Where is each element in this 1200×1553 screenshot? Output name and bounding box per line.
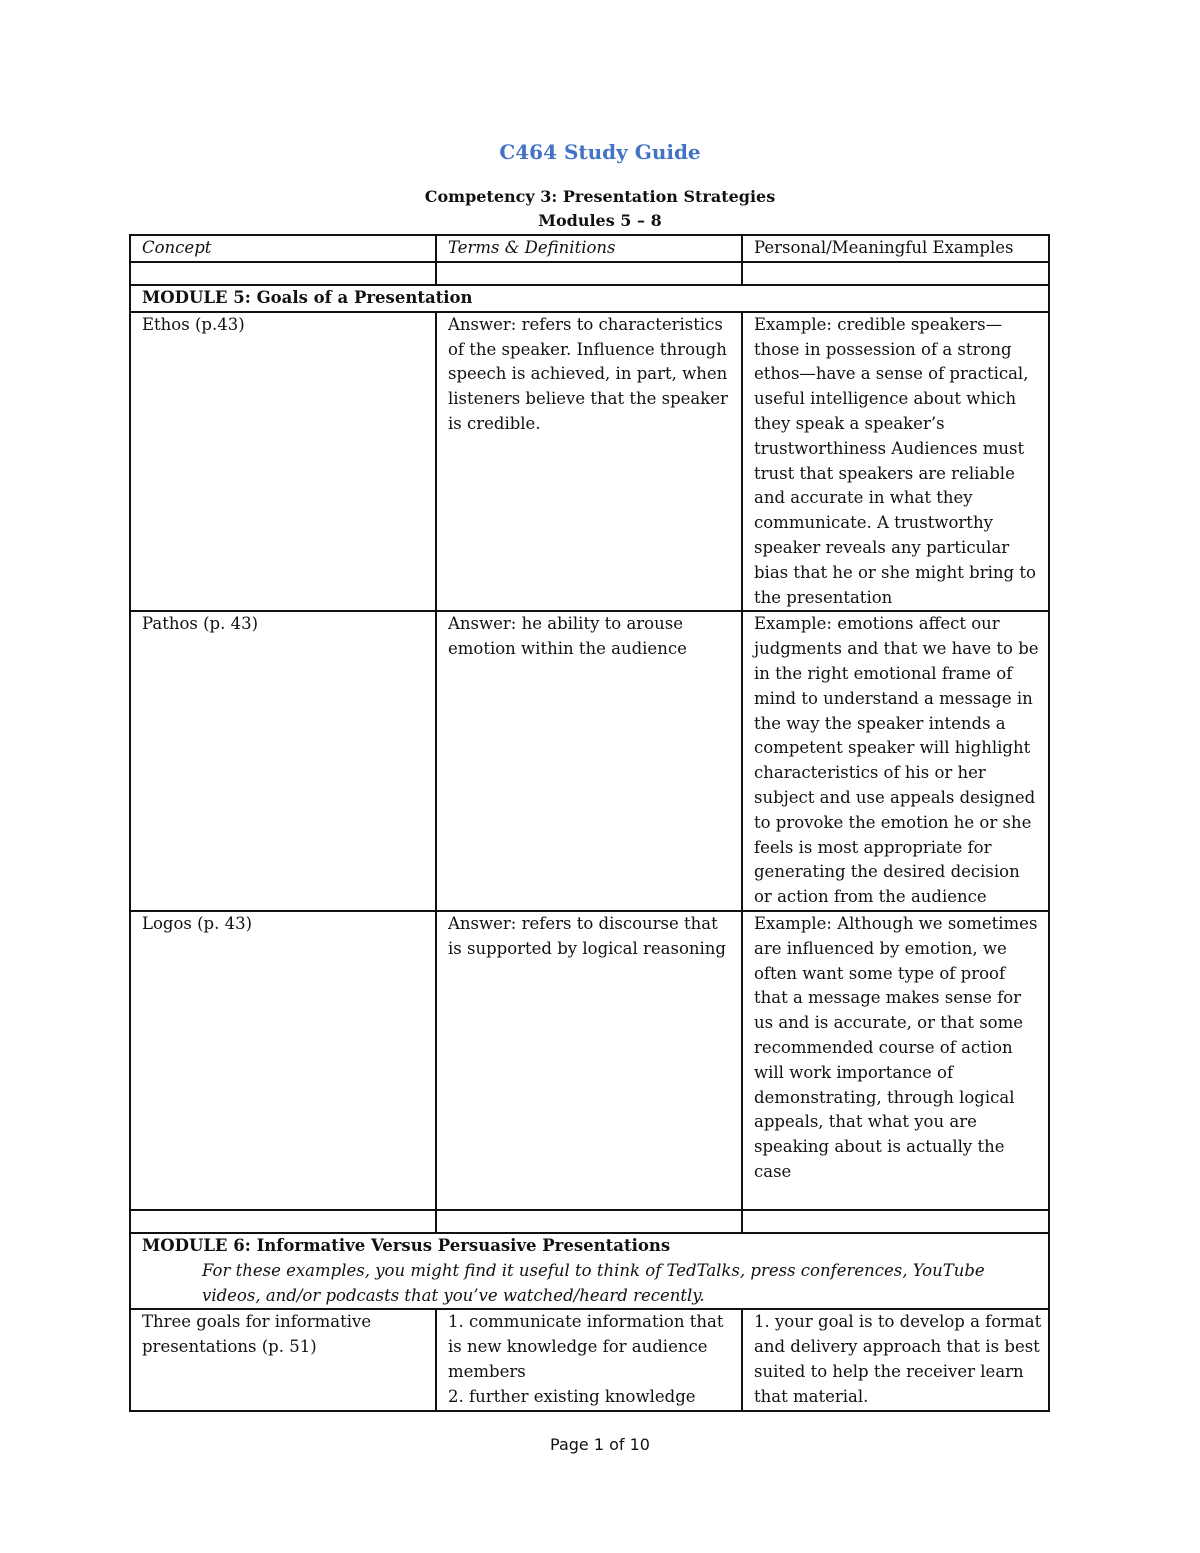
column-header-examples: Personal/Meaningful Examples [742, 235, 1049, 262]
concept-cell: Pathos (p. 43) [130, 611, 436, 911]
blank-cell [742, 262, 1049, 285]
blank-cell [130, 262, 436, 285]
table-row [130, 911, 1049, 1210]
blank-row [130, 1210, 1049, 1233]
concept-cell: Logos (p. 43) [130, 911, 436, 1210]
table-row [130, 611, 1049, 911]
blank-cell [436, 262, 742, 285]
document-title: C464 Study Guide [499, 140, 701, 164]
blank-cell [436, 1210, 742, 1233]
table-row [130, 1309, 1049, 1410]
definition-cell: Answer: he ability to arouse emotion within the audience [436, 611, 742, 911]
definition-cell: Answer: refers to discourse that is supported by logical reasoning [436, 911, 742, 1210]
definition-line: 2. further existing knowledge [448, 1386, 696, 1406]
module5-heading: MODULE 5: Goals of a Presentation [130, 285, 1049, 312]
competency-subtitle: Competency 3: Presentation Strategies [424, 187, 776, 206]
definition-cell: Answer: refers to characteristics of the speaker. Influence through speech is achieved, in part, when listeners believe that the speaker is credible. [436, 312, 742, 612]
module6-heading-cell [130, 1233, 1049, 1309]
study-guide-table [129, 234, 1050, 1412]
page-number: Page 1 of 10 [550, 1435, 650, 1454]
example-cell: 1. your goal is to develop a format and delivery approach that is best suited to help the receiver learn that material. [742, 1309, 1049, 1410]
concept-cell: Ethos (p.43) [130, 312, 436, 612]
module6-heading-row [130, 1233, 1049, 1309]
column-header-terms: Terms & Definitions [436, 235, 742, 262]
example-cell: Example: credible speakers—those in possession of a strong ethos—have a sense of practical, useful intelligence about which they speak a speaker’s trustworthiness Audiences must trust that speakers are reliable and accurate in what they communicate. A trustworthy speaker reveals any particular bias that he or she might bring to the presentation [742, 312, 1049, 612]
blank-cell [130, 1210, 436, 1233]
example-cell: Example: Although we sometimes are influenced by emotion, we often want some type of proof that a message makes sense for us and is accurate, or that some recommended course of action will work importance of demonstrating, through logical appeals, that what you are speaking about is actually the case [742, 911, 1049, 1210]
definition-line: 1. communicate information that is new knowledge for audience members [448, 1312, 724, 1381]
module6-note: For these examples, you might find it useful to think of TedTalks, press conferences, YouTube videos, and/or podcasts that you’ve watched/heard recently. [202, 1260, 985, 1305]
concept-cell: Three goals for informative presentations (p. 51) [130, 1309, 436, 1410]
example-cell: Example: emotions affect our judgments and that we have to be in the right emotional frame of mind to understand a message in the way the speaker intends a competent speaker will highlight characteristics of his or her subject and use appeals designed to provoke the emotion he or she feels is most appropriate for generating the desired decision or action from the audience [742, 611, 1049, 911]
blank-cell [742, 1210, 1049, 1233]
definition-cell [436, 1309, 742, 1410]
table-row [130, 312, 1049, 612]
module5-heading-row [130, 285, 1049, 312]
modules-range: Modules 5 – 8 [538, 211, 662, 230]
table-header-row [130, 235, 1049, 262]
module6-heading: MODULE 6: Informative Versus Persuasive Presentations [142, 1235, 671, 1255]
column-header-concept: Concept [130, 235, 436, 262]
blank-row [130, 262, 1049, 285]
